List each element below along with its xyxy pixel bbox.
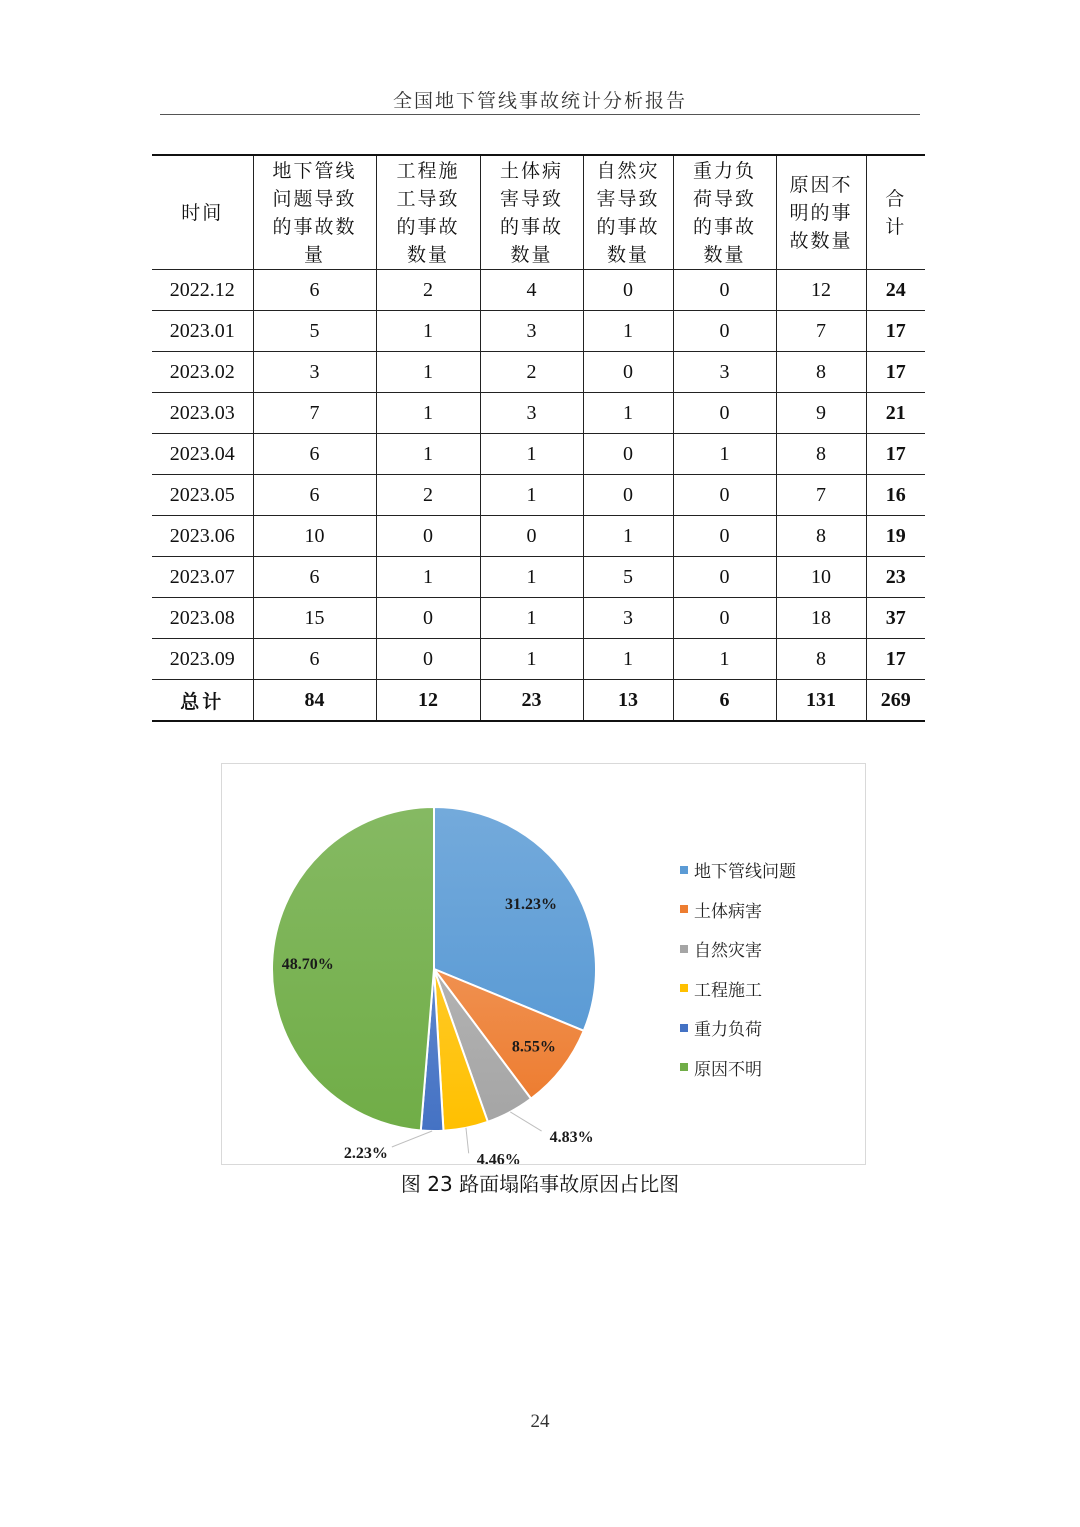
- figure-caption: 图 23 路面塌陷事故原因占比图: [400, 1172, 680, 1196]
- table-cell: 0: [673, 270, 776, 311]
- table-cell: 0: [376, 516, 480, 557]
- legend-item: [680, 850, 796, 890]
- table-cell: 6: [253, 639, 376, 680]
- label-leader-line: [392, 1131, 432, 1147]
- table-row: [152, 352, 925, 393]
- table-cell: 1: [480, 639, 583, 680]
- table-cell: 6: [253, 475, 376, 516]
- table-cell: 3: [673, 352, 776, 393]
- table-cell: 1: [376, 434, 480, 475]
- row-label-cell: 2023.06: [152, 516, 253, 557]
- table-cell: 2: [376, 475, 480, 516]
- table-cell: 17: [866, 434, 925, 475]
- table-cell: 6: [673, 680, 776, 722]
- row-label-cell: 2023.05: [152, 475, 253, 516]
- label-leader-line: [466, 1128, 469, 1154]
- table-cell: 1: [480, 557, 583, 598]
- legend-label: 原因不明: [694, 1059, 762, 1080]
- legend-item: [680, 1008, 796, 1048]
- table-cell: 269: [866, 680, 925, 722]
- legend-swatch: [680, 984, 688, 992]
- table-cell: 5: [583, 557, 673, 598]
- legend-item: [680, 929, 796, 969]
- table-cell: 0: [583, 352, 673, 393]
- table-row: [152, 270, 925, 311]
- table-cell: 6: [253, 270, 376, 311]
- table-cell: 0: [583, 270, 673, 311]
- row-label-cell: 2023.04: [152, 434, 253, 475]
- table-cell: 18: [776, 598, 866, 639]
- table-cell: 1: [376, 352, 480, 393]
- column-header: 土体病害导致的事故数量: [480, 155, 583, 270]
- table-row: [152, 639, 925, 680]
- chart-legend: [680, 850, 796, 1087]
- table-cell: 12: [376, 680, 480, 722]
- table-cell: 3: [583, 598, 673, 639]
- table-cell: 8: [776, 639, 866, 680]
- column-header: 合计: [866, 155, 925, 270]
- column-header: 地下管线问题导致的事故数量: [253, 155, 376, 270]
- table-cell: 12: [776, 270, 866, 311]
- column-header: 工程施工导致的事故数量: [376, 155, 480, 270]
- table-row: [152, 516, 925, 557]
- table-cell: 8: [776, 516, 866, 557]
- table-cell: 0: [673, 516, 776, 557]
- table-cell: 1: [480, 598, 583, 639]
- table-cell: 17: [866, 639, 925, 680]
- table-cell: 24: [866, 270, 925, 311]
- table-cell: 23: [866, 557, 925, 598]
- legend-swatch: [680, 866, 688, 874]
- table-cell: 0: [583, 434, 673, 475]
- legend-label: 地下管线问题: [694, 862, 796, 883]
- table-cell: 1: [583, 516, 673, 557]
- table-cell: 3: [253, 352, 376, 393]
- table-cell: 0: [673, 311, 776, 352]
- row-label-cell: 2023.03: [152, 393, 253, 434]
- legend-label: 重力负荷: [694, 1020, 762, 1041]
- pie-data-label: 4.83%: [549, 1129, 594, 1147]
- column-header: 重力负荷导致的事故数量: [673, 155, 776, 270]
- table-cell: 1: [376, 311, 480, 352]
- pie-data-label: 2.23%: [343, 1144, 388, 1162]
- table-cell: 1: [376, 557, 480, 598]
- pie-data-label: 48.70%: [281, 955, 334, 973]
- table-cell: 8: [776, 434, 866, 475]
- row-label-cell: 2023.02: [152, 352, 253, 393]
- table-cell: 1: [480, 475, 583, 516]
- table-cell: 1: [583, 393, 673, 434]
- table-cell: 37: [866, 598, 925, 639]
- row-label-cell: 2022.12: [152, 270, 253, 311]
- table-cell: 5: [253, 311, 376, 352]
- table-cell: 7: [776, 475, 866, 516]
- table-cell: 3: [480, 393, 583, 434]
- legend-item: [680, 1048, 796, 1088]
- table-cell: 17: [866, 352, 925, 393]
- table-cell: 0: [673, 557, 776, 598]
- table-row: [152, 557, 925, 598]
- table-cell: 4: [480, 270, 583, 311]
- row-label-cell: 总计: [152, 680, 253, 722]
- pie-data-label: 4.46%: [476, 1151, 521, 1164]
- table-cell: 23: [480, 680, 583, 722]
- page-header: 全国地下管线事故统计分析报告: [392, 90, 687, 112]
- table-cell: 16: [866, 475, 925, 516]
- legend-swatch: [680, 945, 688, 953]
- table-row: [152, 311, 925, 352]
- legend-swatch: [680, 1024, 688, 1032]
- table-row: [152, 434, 925, 475]
- table-cell: 21: [866, 393, 925, 434]
- table-header-row: [152, 155, 925, 270]
- label-leader-line: [510, 1112, 541, 1131]
- table-cell: 0: [583, 475, 673, 516]
- table-cell: 131: [776, 680, 866, 722]
- table-cell: 8: [776, 352, 866, 393]
- table-cell: 2: [480, 352, 583, 393]
- table-cell: 0: [673, 393, 776, 434]
- table-cell: 0: [673, 475, 776, 516]
- table-cell: 1: [673, 434, 776, 475]
- table-cell: 1: [376, 393, 480, 434]
- row-label-cell: 2023.07: [152, 557, 253, 598]
- row-label-cell: 2023.01: [152, 311, 253, 352]
- table-total-row: [152, 680, 925, 722]
- legend-item: [680, 890, 796, 930]
- table-cell: 10: [776, 557, 866, 598]
- table-cell: 7: [253, 393, 376, 434]
- legend-item: [680, 969, 796, 1009]
- table-cell: 6: [253, 434, 376, 475]
- table-cell: 0: [480, 516, 583, 557]
- table-cell: 2: [376, 270, 480, 311]
- legend-label: 工程施工: [694, 980, 762, 1001]
- legend-swatch: [680, 905, 688, 913]
- pie-chart: [221, 763, 866, 1165]
- table-cell: 15: [253, 598, 376, 639]
- table-cell: 13: [583, 680, 673, 722]
- legend-swatch: [680, 1063, 688, 1071]
- header-divider: [160, 114, 920, 115]
- table-row: [152, 475, 925, 516]
- pie-data-label: 31.23%: [504, 896, 557, 914]
- legend-label: 土体病害: [694, 901, 762, 922]
- row-label-cell: 2023.09: [152, 639, 253, 680]
- accident-stats-table: [152, 154, 925, 722]
- table-cell: 1: [673, 639, 776, 680]
- table-cell: 10: [253, 516, 376, 557]
- table-cell: 1: [583, 311, 673, 352]
- table-cell: 0: [673, 598, 776, 639]
- table-cell: 6: [253, 557, 376, 598]
- column-header: 原因不明的事故数量: [776, 155, 866, 270]
- page-number: 24: [530, 1411, 550, 1432]
- legend-label: 自然灾害: [694, 941, 762, 962]
- table-cell: 0: [376, 598, 480, 639]
- table-cell: 17: [866, 311, 925, 352]
- row-label-cell: 2023.08: [152, 598, 253, 639]
- table-cell: 9: [776, 393, 866, 434]
- pie-data-label: 8.55%: [511, 1038, 556, 1056]
- table-cell: 3: [480, 311, 583, 352]
- table-cell: 7: [776, 311, 866, 352]
- table-cell: 84: [253, 680, 376, 722]
- column-header: 自然灾害导致的事故数量: [583, 155, 673, 270]
- table-cell: 1: [480, 434, 583, 475]
- table-cell: 1: [583, 639, 673, 680]
- table-cell: 19: [866, 516, 925, 557]
- column-header: 时间: [152, 155, 253, 270]
- table-row: [152, 393, 925, 434]
- table-row: [152, 598, 925, 639]
- table-cell: 0: [376, 639, 480, 680]
